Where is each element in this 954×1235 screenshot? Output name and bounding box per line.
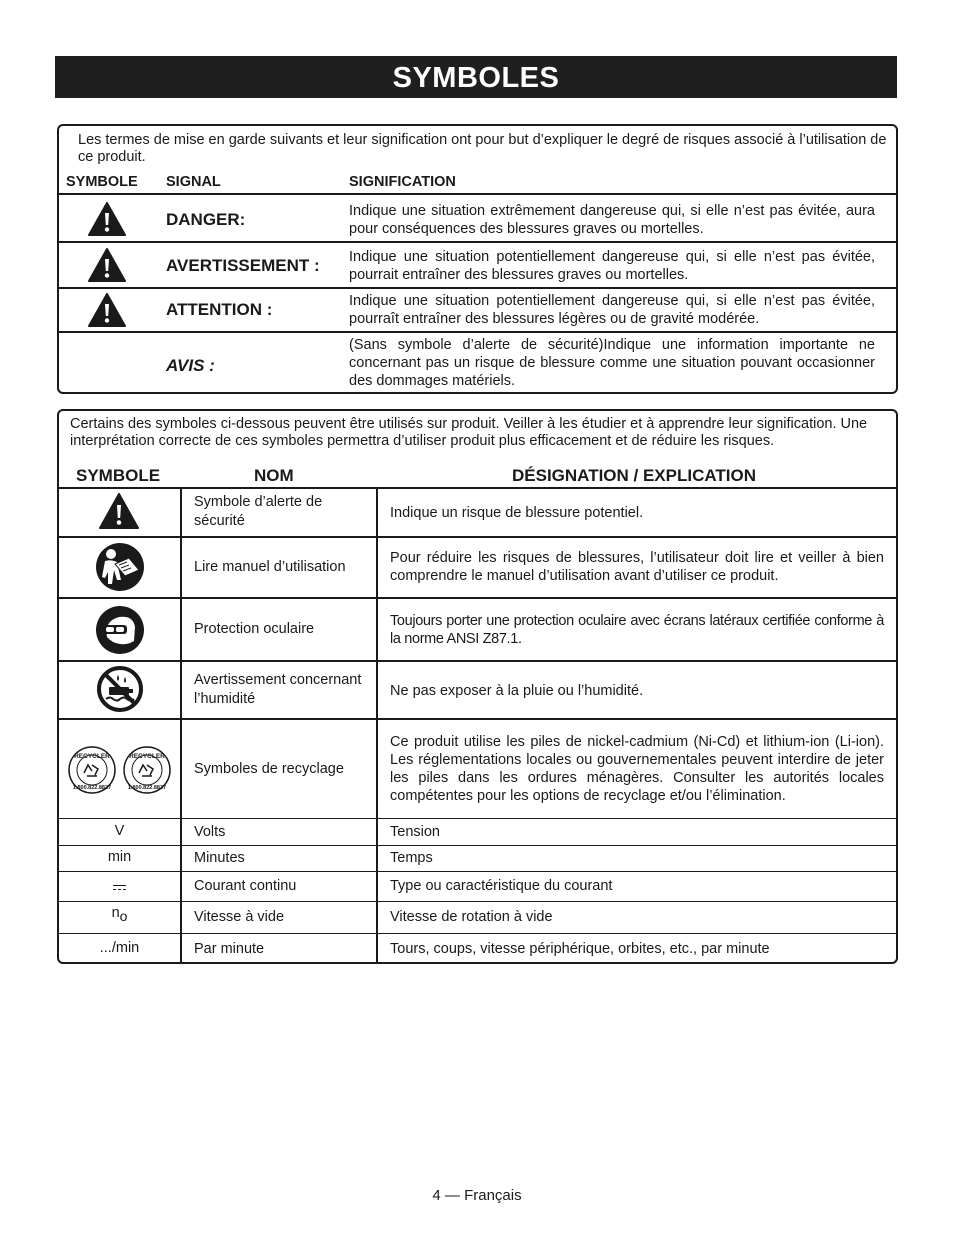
symbol-designation-minutes: Temps — [390, 850, 433, 866]
symbol-name-no-load: Vitesse à vide — [194, 909, 285, 925]
recycle-seal-icon — [122, 745, 172, 800]
divider — [59, 845, 896, 846]
col-header-name: NOM — [254, 466, 294, 485]
column-divider — [180, 487, 182, 964]
signal-notice-meaning: (Sans symbole d’alerte de sécurité)Indique une information importante ne concernant pas un risque de blessure comme une situation pouvant occasionner des dommages matériels. — [349, 337, 875, 389]
warning-triangle-icon — [88, 248, 126, 287]
col-header-symbol: SYMBOLE — [76, 466, 161, 485]
symbol-designation-wet: Ne pas exposer à la pluie ou l’humidité. — [390, 683, 644, 699]
symbol-name-recycle: Symboles de recyclage — [194, 761, 344, 777]
divider — [59, 660, 896, 662]
symbol-designation-no-load: Vitesse de rotation à vide — [390, 909, 553, 925]
divider — [59, 193, 896, 195]
divider — [59, 241, 896, 243]
symbols-intro: Certains des symboles ci-dessous peuvent être utilisés sur produit. Veiller à les étudier et à apprendre leur signification. Une interprétation correcte de ces symboles permettra d’utiliser produit plus efficacement et de réduire les risques. — [70, 416, 868, 449]
page-footer: 4 — Français — [432, 1187, 522, 1204]
symbol-name-eye: Protection oculaire — [194, 621, 315, 637]
divider — [59, 718, 896, 720]
symbol-name-wet: Avertissement concernant l’humidité — [194, 672, 362, 707]
symbol-name-minutes: Minutes — [194, 850, 245, 866]
symbol-designation-recycle: Ce produit utilise les piles de nickel-cadmium (Ni-Cd) et lithium-ion (Li-ion). Les réglementations locales ou gouvernementales peuvent interdire de jeter les piles dans les ordures ménagères. Consulter les autorités locales compétentes pour les options de recyclage et/ou l’élimination. — [390, 734, 884, 804]
symbol-volts: V — [114, 823, 125, 839]
wet-conditions-icon — [97, 666, 143, 717]
symbol-designation-volts: Tension — [390, 824, 440, 840]
divider — [59, 818, 896, 819]
symbol-designation-per-minute: Tours, coups, vitesse périphérique, orbites, etc., par minute — [390, 941, 770, 957]
symbol-minutes: min — [107, 849, 132, 865]
symbol-name-alert: Symbole d’alerte de sécurité — [194, 494, 323, 529]
signal-intro: Les termes de mise en garde suivants et leur signification ont pour but d’expliquer le degré de risques associé à l’utilisation de ce produit. — [78, 132, 887, 165]
symbol-name-per-minute: Par minute — [194, 941, 265, 957]
recycle-seal-icon — [67, 745, 117, 800]
symbol-designation-manual: Pour réduire les risques de blessures, l’utilisateur doit lire et veiller à bien comprendre le manuel d’utilisation avant d’utiliser ce produit. — [390, 550, 884, 584]
divider — [59, 933, 896, 934]
col-header-symbol: SYMBOLE — [66, 174, 138, 190]
page-title: SYMBOLES — [55, 56, 897, 98]
direct-current-icon — [113, 885, 126, 891]
signal-danger: DANGER: — [166, 210, 246, 229]
signal-caution: ATTENTION : — [166, 300, 273, 319]
signal-words-panel — [57, 124, 898, 394]
svg-text:1.800.822.8837: 1.800.822.8837 — [72, 785, 112, 791]
signal-notice: AVIS : — [166, 356, 215, 375]
svg-text:RECYCLER: RECYCLER — [129, 753, 165, 760]
col-header-meaning: SIGNIFICATION — [349, 174, 456, 190]
divider — [59, 871, 896, 872]
read-manual-icon — [95, 542, 145, 597]
col-header-designation: DÉSIGNATION / EXPLICATION — [512, 466, 756, 485]
warning-triangle-icon — [88, 293, 126, 332]
symbol-no-load-speed: $n_o$ — [111, 905, 128, 924]
warning-triangle-icon — [99, 493, 139, 534]
divider — [59, 331, 896, 333]
symbol-per-minute: .../min — [99, 940, 140, 956]
symbol-designation-eye: Toujours porter une protection oculaire avec écrans latéraux certifiée conforme à la norme ANSI Z87.1. — [390, 613, 884, 647]
symbol-designation-alert: Indique un risque de blessure potentiel. — [390, 505, 644, 521]
symbol-name-manual: Lire manuel d’utilisation — [194, 559, 346, 575]
signal-caution-meaning: Indique une situation potentiellement dangereuse qui, si elle n’est pas évitée, pourraît entraîner des blessures légères ou de gravité modérée. — [349, 293, 875, 327]
svg-text:RECYCLER: RECYCLER — [74, 753, 110, 760]
symbol-name-volts: Volts — [194, 824, 226, 840]
symbol-dc — [59, 879, 180, 895]
divider — [59, 487, 896, 489]
signal-warning-meaning: Indique une situation potentiellement dangereuse qui, si elle n’est pas évitée, pourrait entraîner des blessures graves ou mortelles. — [349, 249, 875, 283]
divider — [59, 287, 896, 289]
eye-protection-icon — [95, 605, 145, 660]
signal-danger-meaning: Indique une situation extrêmement dangereuse qui, si elle n’est pas évitée, aura pour conséquences des blessures graves ou mortelles. — [349, 203, 875, 237]
divider — [59, 597, 896, 599]
symbol-designation-dc: Type ou caractéristique du courant — [390, 878, 613, 894]
svg-text:1.800.822.8837: 1.800.822.8837 — [127, 785, 167, 791]
divider — [59, 901, 896, 902]
symbol-name-dc: Courant continu — [194, 878, 297, 894]
symbols-panel — [57, 409, 898, 964]
warning-triangle-icon — [88, 202, 126, 241]
col-header-signal: SIGNAL — [166, 174, 221, 190]
signal-warning: AVERTISSEMENT : — [166, 256, 320, 275]
divider — [59, 536, 896, 538]
column-divider — [376, 487, 378, 964]
